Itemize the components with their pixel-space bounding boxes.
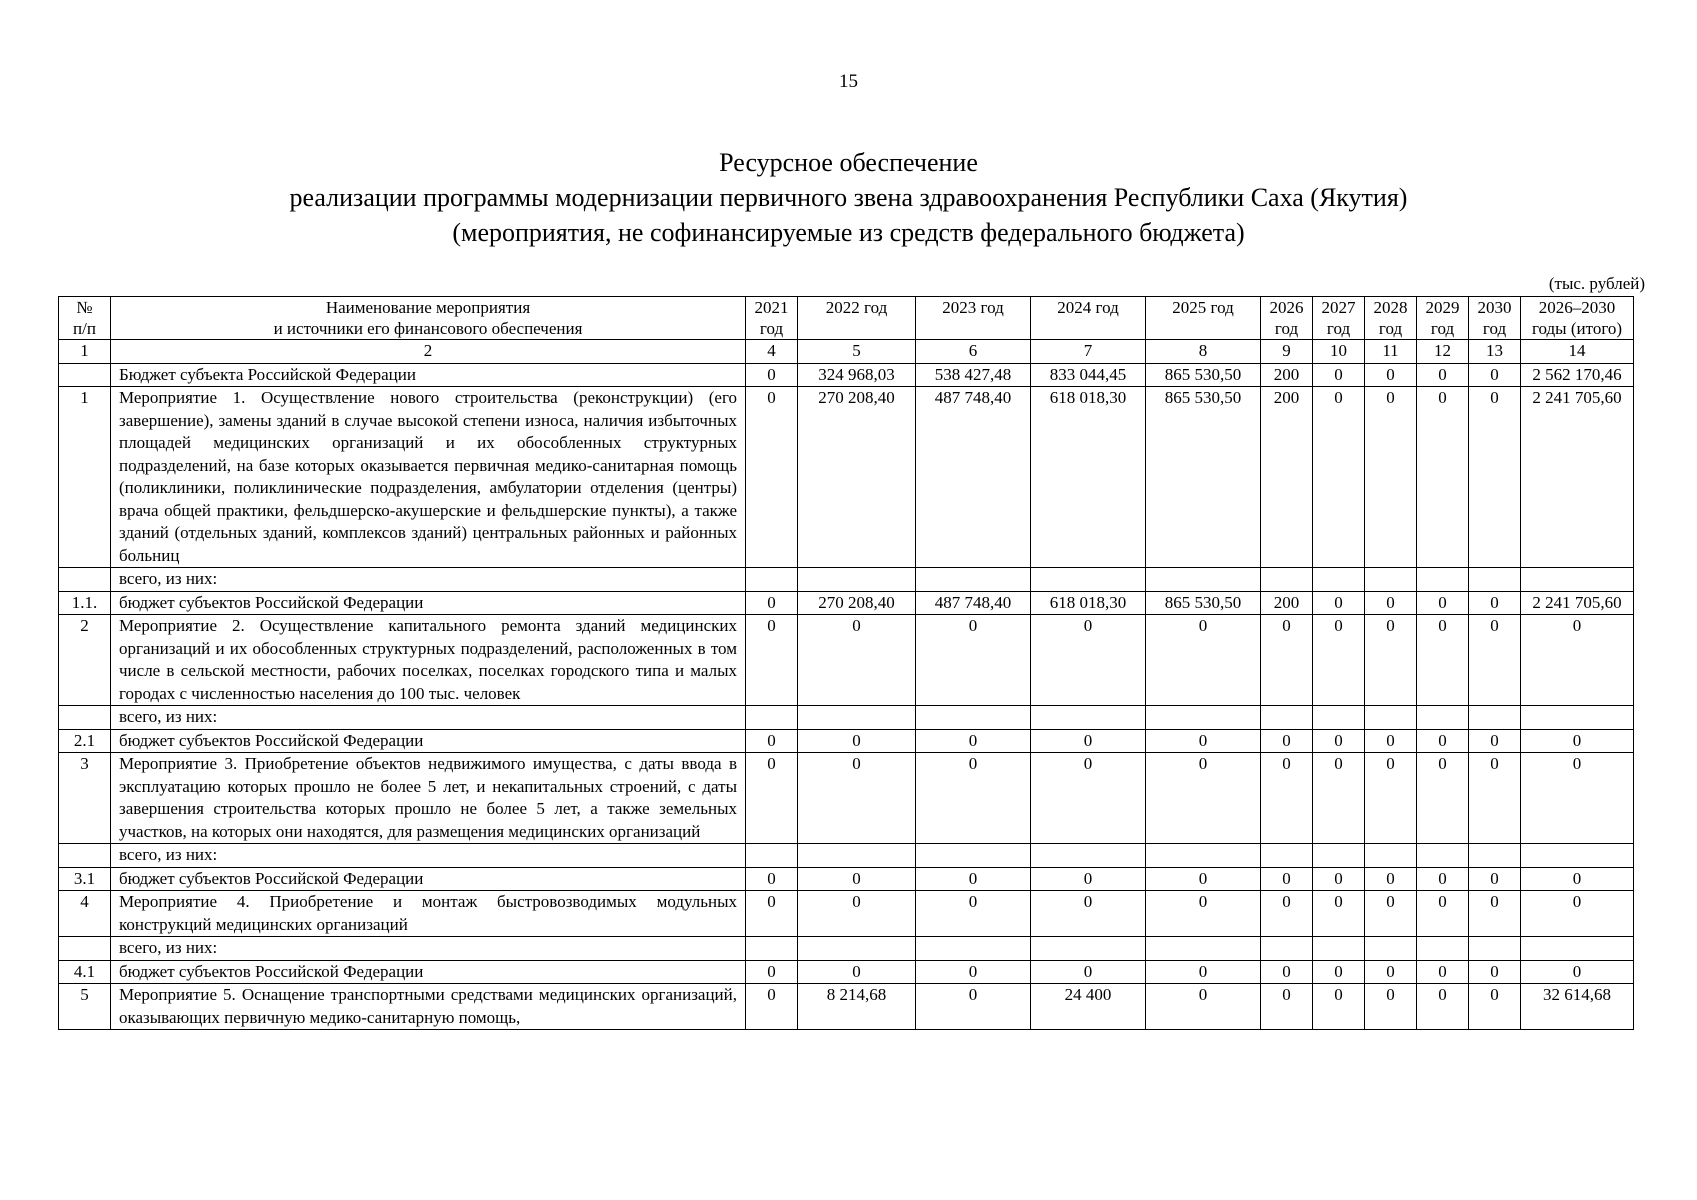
- row-value: 0: [1313, 753, 1365, 844]
- row-value: 538 427,48: [916, 363, 1031, 387]
- row-value: [1313, 706, 1365, 730]
- title-line-2: реализации программы модернизации первичного звена здравоохранения Республики Саха (Якутия): [289, 183, 1408, 212]
- row-number: [59, 363, 111, 387]
- row-value: [1261, 568, 1313, 592]
- row-value: [916, 844, 1031, 868]
- row-value: 0: [1365, 363, 1417, 387]
- row-value: 0: [1031, 891, 1146, 937]
- column-number: 2: [111, 340, 746, 364]
- row-value: 2 241 705,60: [1521, 591, 1634, 615]
- row-value: 0: [1146, 984, 1261, 1030]
- row-value: [746, 568, 798, 592]
- row-value: 0: [746, 729, 798, 753]
- table-row: [59, 729, 1634, 753]
- row-value: 270 208,40: [798, 387, 916, 568]
- row-name: Бюджет субъекта Российской Федерации: [111, 363, 746, 387]
- row-value: 0: [1365, 867, 1417, 891]
- row-value: 0: [1469, 363, 1521, 387]
- header-name: Наименование мероприятия и источники его финансового обеспечения: [111, 297, 746, 340]
- row-value: [1417, 844, 1469, 868]
- row-name: бюджет субъектов Российской Федерации: [111, 591, 746, 615]
- column-numbers-row: [59, 340, 1634, 364]
- row-value: 0: [1469, 753, 1521, 844]
- table-row: [59, 960, 1634, 984]
- column-number: 6: [916, 340, 1031, 364]
- row-value: 0: [1031, 729, 1146, 753]
- header-2024: 2024 год: [1031, 297, 1146, 340]
- row-value: 0: [798, 729, 916, 753]
- column-number: 10: [1313, 340, 1365, 364]
- row-value: 0: [1365, 615, 1417, 706]
- row-name: Мероприятие 3. Приобретение объектов недвижимого имущества, с даты ввода в эксплуатацию которых прошло не более 5 лет, и некапитальных строений, с даты завершения строительства которых прошло не более 5 лет, а также земельных участков, на которых они находятся, для размещения медицинских организаций: [111, 753, 746, 844]
- row-name: Мероприятие 2. Осуществление капитального ремонта зданий медицинских организаций и их обособленных структурных подразделений, расположенных в том числе в сельской местности, рабочих поселках, поселках городского типа и малых городах с численностью населения до 100 тыс. человек: [111, 615, 746, 706]
- row-number: [59, 706, 111, 730]
- table-row: [59, 844, 1634, 868]
- row-value: 200: [1261, 387, 1313, 568]
- row-value: 0: [916, 615, 1031, 706]
- row-value: 0: [1365, 729, 1417, 753]
- row-value: 0: [1365, 387, 1417, 568]
- row-value: [1031, 844, 1146, 868]
- table-row: [59, 706, 1634, 730]
- header-2025: 2025 год: [1146, 297, 1261, 340]
- row-number: 2: [59, 615, 111, 706]
- row-value: 0: [1031, 960, 1146, 984]
- row-value: 2 241 705,60: [1521, 387, 1634, 568]
- header-2022: 2022 год: [798, 297, 916, 340]
- row-value: [746, 937, 798, 961]
- row-number: 4.1: [59, 960, 111, 984]
- document-title: [0, 145, 1697, 250]
- row-value: 0: [746, 867, 798, 891]
- row-value: [1146, 844, 1261, 868]
- row-value: [1261, 844, 1313, 868]
- row-value: 0: [798, 867, 916, 891]
- row-value: 865 530,50: [1146, 387, 1261, 568]
- row-number: [59, 844, 111, 868]
- row-value: 0: [1469, 729, 1521, 753]
- row-value: [1146, 937, 1261, 961]
- row-name: Мероприятие 1. Осуществление нового строительства (реконструкции) (его завершение), замены зданий в случае высокой степени износа, наличия избыточных площадей медицинских организаций и их обособленных структурных подразделений, на базе которых оказывается первичная медико-санитарная помощь (поликлиники, поликлинические подразделения, амбулатории отделения (центры) врача общей практики, фельдшерско-акушерские и фельдшерские пункты), а также зданий (отдельных зданий, комплексов зданий) центральных районных и районных больниц: [111, 387, 746, 568]
- row-value: 0: [916, 891, 1031, 937]
- row-value: [1365, 568, 1417, 592]
- column-number: 1: [59, 340, 111, 364]
- row-value: 0: [1417, 867, 1469, 891]
- row-number: 3: [59, 753, 111, 844]
- column-number: 9: [1261, 340, 1313, 364]
- row-value: 2 562 170,46: [1521, 363, 1634, 387]
- row-value: 0: [798, 960, 916, 984]
- row-value: 0: [1365, 753, 1417, 844]
- row-value: 0: [746, 891, 798, 937]
- row-name: Мероприятие 4. Приобретение и монтаж быстровозводимых модульных конструкций медицинских организаций: [111, 891, 746, 937]
- title-line-3: (мероприятия, не софинансируемые из средств федерального бюджета): [452, 218, 1245, 247]
- table-row: [59, 753, 1634, 844]
- header-2021: 2021 год: [746, 297, 798, 340]
- row-value: 0: [1469, 387, 1521, 568]
- row-name: бюджет субъектов Российской Федерации: [111, 960, 746, 984]
- row-value: [746, 706, 798, 730]
- row-value: [798, 844, 916, 868]
- row-value: [1521, 937, 1634, 961]
- row-value: 0: [1417, 387, 1469, 568]
- row-value: [1469, 937, 1521, 961]
- row-value: [1417, 937, 1469, 961]
- column-number: 14: [1521, 340, 1634, 364]
- row-value: [1469, 844, 1521, 868]
- column-number: 4: [746, 340, 798, 364]
- row-value: 0: [1031, 615, 1146, 706]
- row-value: [1365, 844, 1417, 868]
- row-value: 0: [1469, 591, 1521, 615]
- row-value: 0: [1469, 867, 1521, 891]
- table-row: [59, 984, 1634, 1030]
- row-value: [798, 706, 916, 730]
- row-value: 0: [1521, 891, 1634, 937]
- row-value: 0: [1146, 615, 1261, 706]
- row-value: 8 214,68: [798, 984, 916, 1030]
- row-value: 0: [1365, 591, 1417, 615]
- row-value: 32 614,68: [1521, 984, 1634, 1030]
- row-value: 0: [1261, 867, 1313, 891]
- row-value: 0: [1469, 960, 1521, 984]
- row-value: 0: [1469, 984, 1521, 1030]
- row-value: 0: [1417, 984, 1469, 1030]
- row-value: 0: [1521, 960, 1634, 984]
- row-value: 0: [1313, 387, 1365, 568]
- row-value: 0: [1313, 891, 1365, 937]
- row-value: 0: [1261, 753, 1313, 844]
- column-number: 13: [1469, 340, 1521, 364]
- header-num: № п/п: [59, 297, 111, 340]
- row-value: 324 968,03: [798, 363, 916, 387]
- row-value: [1365, 937, 1417, 961]
- table-row: [59, 387, 1634, 568]
- row-name: бюджет субъектов Российской Федерации: [111, 867, 746, 891]
- row-value: 0: [746, 615, 798, 706]
- row-value: 0: [1146, 753, 1261, 844]
- row-value: 0: [1365, 984, 1417, 1030]
- row-value: 0: [1146, 729, 1261, 753]
- column-number: 12: [1417, 340, 1469, 364]
- row-value: 0: [916, 984, 1031, 1030]
- row-value: [916, 937, 1031, 961]
- column-number: 7: [1031, 340, 1146, 364]
- row-number: 2.1: [59, 729, 111, 753]
- row-value: [746, 844, 798, 868]
- row-value: 200: [1261, 363, 1313, 387]
- row-value: [798, 568, 916, 592]
- row-value: 0: [746, 591, 798, 615]
- row-value: [916, 706, 1031, 730]
- page-number: 15: [839, 71, 858, 92]
- row-name: Мероприятие 5. Оснащение транспортными средствами медицинских организаций, оказывающих первичную медико-санитарную помощь,: [111, 984, 746, 1030]
- row-value: 0: [1521, 867, 1634, 891]
- row-value: [1031, 937, 1146, 961]
- header-total: 2026–2030 годы (итого): [1521, 297, 1634, 340]
- header-2027: 2027 год: [1313, 297, 1365, 340]
- header-2028: 2028 год: [1365, 297, 1417, 340]
- row-value: 0: [1521, 729, 1634, 753]
- row-value: 0: [1365, 891, 1417, 937]
- row-value: 0: [916, 960, 1031, 984]
- row-value: [1521, 844, 1634, 868]
- row-value: 0: [916, 753, 1031, 844]
- units-label: (тыс. рублей): [1548, 274, 1645, 293]
- row-value: 200: [1261, 591, 1313, 615]
- row-value: [1261, 937, 1313, 961]
- row-name: всего, из них:: [111, 937, 746, 961]
- row-value: [1469, 706, 1521, 730]
- column-number: 8: [1146, 340, 1261, 364]
- row-value: 0: [746, 984, 798, 1030]
- row-value: 0: [1146, 960, 1261, 984]
- row-value: 618 018,30: [1031, 387, 1146, 568]
- row-name: всего, из них:: [111, 568, 746, 592]
- row-name: всего, из них:: [111, 844, 746, 868]
- row-value: 0: [1261, 729, 1313, 753]
- row-value: 0: [1261, 615, 1313, 706]
- row-value: 0: [746, 387, 798, 568]
- row-value: 0: [916, 729, 1031, 753]
- row-value: [1313, 937, 1365, 961]
- header-row: [59, 297, 1634, 340]
- row-value: 0: [1313, 363, 1365, 387]
- row-value: 487 748,40: [916, 387, 1031, 568]
- row-value: 0: [1521, 615, 1634, 706]
- header-2023: 2023 год: [916, 297, 1031, 340]
- row-value: 0: [1313, 984, 1365, 1030]
- table-row: [59, 615, 1634, 706]
- row-value: [1521, 568, 1634, 592]
- row-value: 0: [746, 753, 798, 844]
- row-value: [798, 937, 916, 961]
- table-row: [59, 591, 1634, 615]
- row-value: [1313, 568, 1365, 592]
- row-value: 24 400: [1031, 984, 1146, 1030]
- row-value: 0: [1469, 615, 1521, 706]
- row-value: 0: [746, 363, 798, 387]
- table-row: [59, 891, 1634, 937]
- row-value: 0: [1417, 891, 1469, 937]
- row-number: [59, 937, 111, 961]
- row-value: 865 530,50: [1146, 363, 1261, 387]
- row-value: 270 208,40: [798, 591, 916, 615]
- row-value: [1521, 706, 1634, 730]
- row-value: [1261, 706, 1313, 730]
- row-value: [916, 568, 1031, 592]
- row-value: 0: [916, 867, 1031, 891]
- row-value: 0: [798, 615, 916, 706]
- row-value: [1417, 706, 1469, 730]
- row-value: 865 530,50: [1146, 591, 1261, 615]
- table-row: [59, 937, 1634, 961]
- row-value: 0: [1313, 591, 1365, 615]
- row-value: [1146, 568, 1261, 592]
- row-number: [59, 568, 111, 592]
- row-value: 0: [1521, 753, 1634, 844]
- row-number: 1: [59, 387, 111, 568]
- row-value: 0: [1146, 867, 1261, 891]
- row-value: [1146, 706, 1261, 730]
- row-number: 4: [59, 891, 111, 937]
- row-value: 0: [798, 891, 916, 937]
- row-number: 1.1.: [59, 591, 111, 615]
- row-value: 0: [1365, 960, 1417, 984]
- row-value: 0: [1313, 615, 1365, 706]
- resource-table: [58, 296, 1634, 1030]
- header-2026: 2026 год: [1261, 297, 1313, 340]
- row-number: 3.1: [59, 867, 111, 891]
- row-value: 0: [1146, 891, 1261, 937]
- column-number: 11: [1365, 340, 1417, 364]
- row-value: [1469, 568, 1521, 592]
- row-value: 0: [1313, 867, 1365, 891]
- row-value: 0: [1261, 984, 1313, 1030]
- row-value: [1031, 706, 1146, 730]
- row-value: 0: [746, 960, 798, 984]
- table-row: [59, 867, 1634, 891]
- row-value: 0: [1417, 753, 1469, 844]
- row-value: 0: [1313, 729, 1365, 753]
- row-value: [1417, 568, 1469, 592]
- title-line-1: Ресурсное обеспечение: [719, 148, 978, 177]
- header-2029: 2029 год: [1417, 297, 1469, 340]
- row-value: 618 018,30: [1031, 591, 1146, 615]
- row-name: бюджет субъектов Российской Федерации: [111, 729, 746, 753]
- row-value: 0: [1417, 363, 1469, 387]
- row-value: 0: [1417, 591, 1469, 615]
- table-row: [59, 568, 1634, 592]
- row-value: [1031, 568, 1146, 592]
- row-value: 487 748,40: [916, 591, 1031, 615]
- row-value: [1313, 844, 1365, 868]
- row-value: 0: [1031, 867, 1146, 891]
- row-value: 0: [1417, 960, 1469, 984]
- row-name: всего, из них:: [111, 706, 746, 730]
- row-number: 5: [59, 984, 111, 1030]
- row-value: 0: [1417, 729, 1469, 753]
- table-row: [59, 363, 1634, 387]
- row-value: 0: [1261, 891, 1313, 937]
- row-value: 0: [1417, 615, 1469, 706]
- row-value: 0: [1469, 891, 1521, 937]
- row-value: 0: [1313, 960, 1365, 984]
- row-value: [1365, 706, 1417, 730]
- row-value: 833 044,45: [1031, 363, 1146, 387]
- row-value: 0: [1261, 960, 1313, 984]
- column-number: 5: [798, 340, 916, 364]
- row-value: 0: [798, 753, 916, 844]
- header-2030: 2030 год: [1469, 297, 1521, 340]
- row-value: 0: [1031, 753, 1146, 844]
